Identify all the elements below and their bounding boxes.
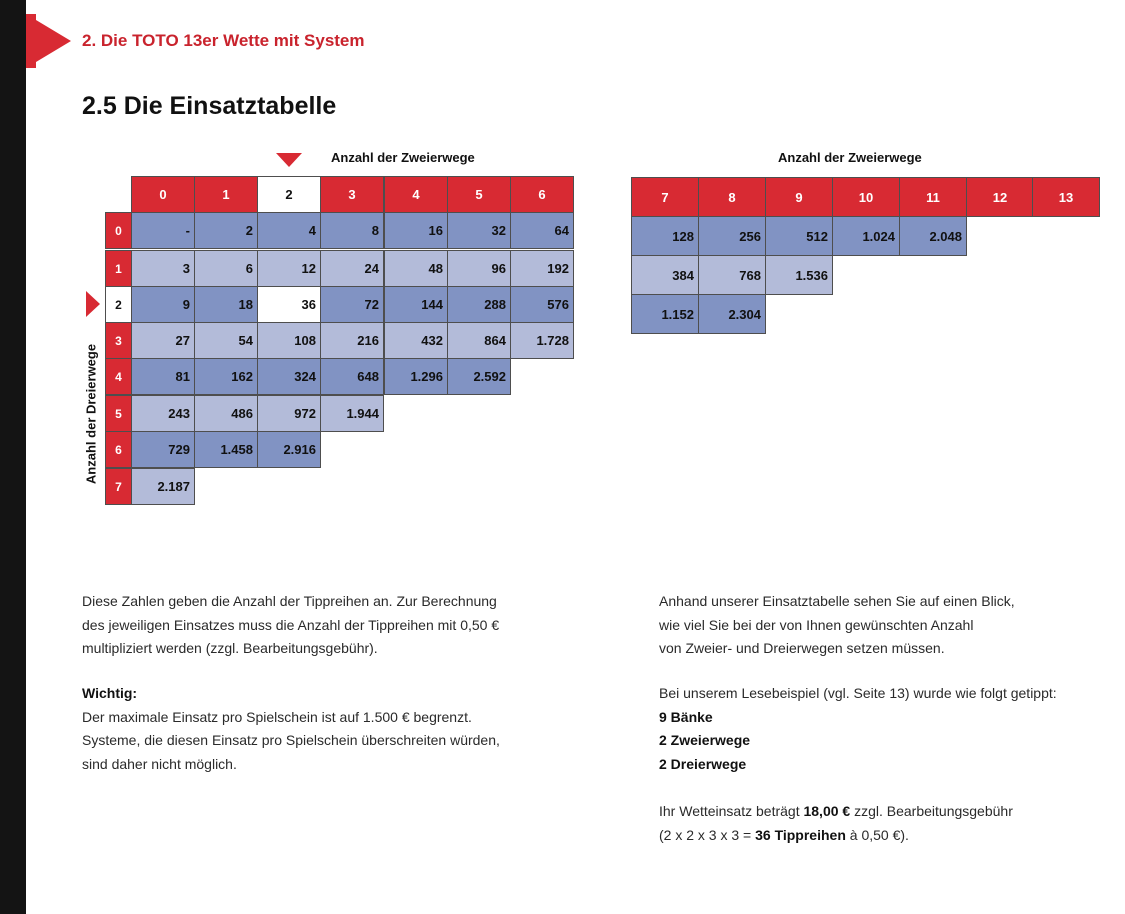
- table-cell: 1.458: [194, 431, 258, 468]
- column-header: 3: [320, 176, 384, 213]
- table-cell: 768: [698, 255, 766, 295]
- table-cell: 18: [194, 286, 258, 323]
- table-cell: 576: [510, 286, 574, 323]
- table-cell: 2.304: [698, 294, 766, 334]
- important-label: Wichtig:: [82, 685, 138, 701]
- calc-line: [659, 824, 1013, 848]
- column-header: 2: [257, 176, 321, 213]
- example-item: 2 Dreierwege: [659, 755, 747, 772]
- text-left-intro: [82, 590, 499, 661]
- stake-suffix: zzgl. Bearbeitungsgebühr: [850, 803, 1013, 819]
- table-cell: 1.296: [384, 358, 448, 395]
- table-cell: 2.592: [447, 358, 511, 395]
- table-cell: 256: [698, 216, 766, 256]
- stake-amount: 18,00 €: [803, 803, 851, 819]
- column-header: 9: [765, 177, 833, 217]
- table-cell: 648: [320, 358, 384, 395]
- row-header: 0: [105, 212, 132, 249]
- text-right-example: [659, 682, 1057, 776]
- table-cell: 108: [257, 322, 321, 359]
- table-cell: 2: [194, 212, 258, 249]
- table-cell: 81: [131, 358, 195, 395]
- table-cell: 24: [320, 250, 384, 287]
- text-line: des jeweiligen Einsatzes muss die Anzahl der Tippreihen mit 0,50 €: [82, 616, 500, 633]
- table-cell: 72: [320, 286, 384, 323]
- stake-prefix: Ihr Wetteinsatz beträgt: [659, 803, 804, 819]
- column-header: 1: [194, 176, 258, 213]
- column-header: 5: [447, 176, 511, 213]
- table-cell: 8: [320, 212, 384, 249]
- table-cell: 243: [131, 395, 195, 432]
- example-intro: Bei unserem Lesebeispiel (vgl. Seite 13) wurde wie folgt getippt:: [659, 685, 1057, 701]
- row-axis-caption: Anzahl der Dreierwege: [83, 343, 99, 485]
- table-cell: 384: [631, 255, 699, 295]
- table-cell: 32: [447, 212, 511, 249]
- table-cell: 144: [384, 286, 448, 323]
- column-header: 0: [131, 176, 195, 213]
- text-line: wie viel Sie bei der von Ihnen gewünschten Anzahl: [659, 616, 974, 633]
- table-cell: 3: [131, 250, 195, 287]
- table-cell: 1.728: [510, 322, 574, 359]
- table-cell: 36: [257, 286, 321, 323]
- table-cell: 64: [510, 212, 574, 249]
- text-line: Diese Zahlen geben die Anzahl der Tippreihen an. Zur Berechnung: [82, 593, 497, 609]
- table-cell: 48: [384, 250, 448, 287]
- column-header: 4: [384, 176, 448, 213]
- column-marker-icon: [276, 153, 302, 167]
- row-header: 7: [105, 468, 132, 505]
- table-cell: 6: [194, 250, 258, 287]
- table-cell: 1.536: [765, 255, 833, 295]
- text-line: Systeme, die diesen Einsatz pro Spielschein überschreiten würden,: [82, 732, 500, 748]
- table-cell: 1.944: [320, 395, 384, 432]
- stake-line: [659, 800, 1013, 824]
- text-line: Der maximale Einsatz pro Spielschein ist auf 1.500 € begrenzt.: [82, 708, 472, 725]
- table-cell: 216: [320, 322, 384, 359]
- chapter-title: 2. Die TOTO 13er Wette mit System: [82, 31, 365, 50]
- table-cell: 16: [384, 212, 448, 249]
- row-header: 3: [105, 322, 132, 359]
- column-header: 13: [1032, 177, 1100, 217]
- chapter-arrow-icon: [26, 14, 71, 68]
- column-header: 7: [631, 177, 699, 217]
- text-left-important: [82, 682, 500, 776]
- table-cell: 1.024: [832, 216, 900, 256]
- table-cell: 729: [131, 431, 195, 468]
- text-line: von Zweier- und Dreierwegen setzen müssen.: [659, 640, 945, 656]
- text-line: multipliziert werden (zzgl. Bearbeitungsgebühr).: [82, 640, 378, 656]
- table-cell: 512: [765, 216, 833, 256]
- example-item: 2 Zweierwege: [659, 732, 751, 748]
- row-header: 2: [105, 286, 132, 323]
- table-cell: 1.152: [631, 294, 699, 334]
- calc-bold: 36 Tippreihen: [755, 826, 846, 843]
- text-line: sind daher nicht möglich.: [82, 755, 237, 772]
- table-cell: 2.048: [899, 216, 967, 256]
- table-cell: 2.916: [257, 431, 321, 468]
- table-cell: 9: [131, 286, 195, 323]
- table-cell: 128: [631, 216, 699, 256]
- table-cell: 54: [194, 322, 258, 359]
- column-header: 11: [899, 177, 967, 217]
- right-table-caption: Anzahl der Zweierwege: [778, 150, 922, 165]
- table-cell: 192: [510, 250, 574, 287]
- row-header: 4: [105, 358, 132, 395]
- text-right-intro: [659, 590, 1015, 661]
- table-cell: 12: [257, 250, 321, 287]
- column-header: 10: [832, 177, 900, 217]
- text-right-stake: [659, 800, 1013, 847]
- table-cell: 486: [194, 395, 258, 432]
- left-table-caption: Anzahl der Zweierwege: [331, 150, 475, 165]
- column-header: 8: [698, 177, 766, 217]
- row-marker-icon: [86, 291, 100, 317]
- table-cell: 324: [257, 358, 321, 395]
- column-header: 6: [510, 176, 574, 213]
- calc-suffix: à 0,50 €).: [845, 826, 909, 843]
- text-line: Anhand unserer Einsatztabelle sehen Sie auf einen Blick,: [659, 593, 1015, 609]
- calc-prefix: (2 x 2 x 3 x 3 =: [659, 826, 756, 843]
- row-header: 1: [105, 250, 132, 287]
- row-header: 6: [105, 431, 132, 468]
- table-cell: 162: [194, 358, 258, 395]
- section-title: 2.5 Die Einsatztabelle: [82, 92, 337, 120]
- table-cell: 432: [384, 322, 448, 359]
- table-cell: 2.187: [131, 468, 195, 505]
- table-cell: -: [131, 212, 195, 249]
- left-edge-bar: [0, 0, 26, 914]
- row-header: 5: [105, 395, 132, 432]
- table-cell: 864: [447, 322, 511, 359]
- table-cell: 288: [447, 286, 511, 323]
- table-cell: 27: [131, 322, 195, 359]
- table-cell: 96: [447, 250, 511, 287]
- table-cell: 4: [257, 212, 321, 249]
- table-cell: 972: [257, 395, 321, 432]
- example-item: 9 Bänke: [659, 708, 713, 725]
- column-header: 12: [966, 177, 1034, 217]
